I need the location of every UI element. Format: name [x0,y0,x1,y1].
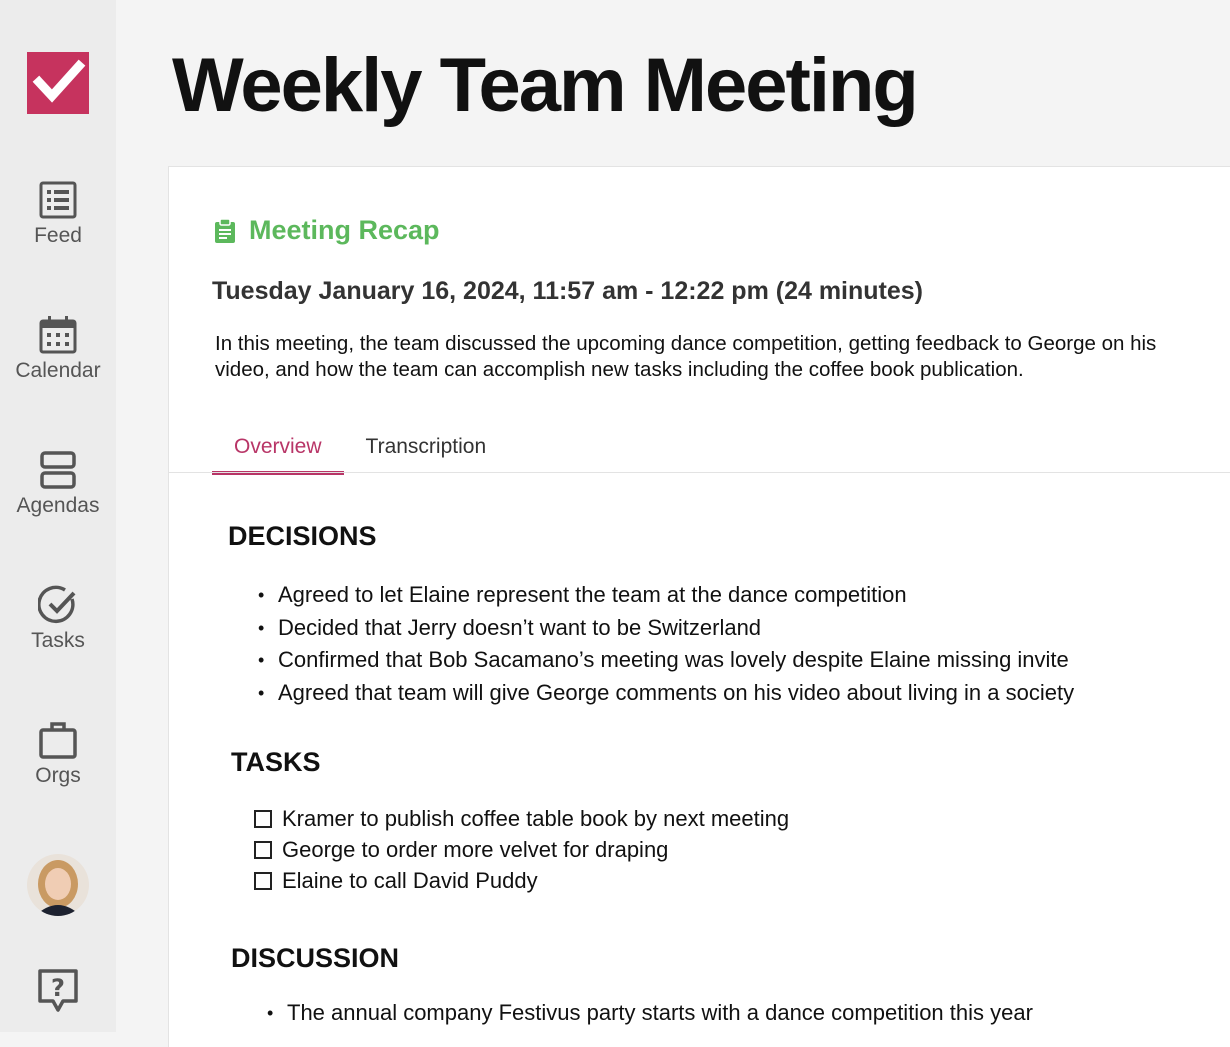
sidebar-item-feed[interactable] [0,180,116,248]
sidebar-item-label: Feed [34,224,82,247]
briefcase-icon [38,720,78,760]
list-item: • Agreed that team will give George comments on his video about living in a society [258,677,1074,710]
list-item: • The annual company Festivus party starts with a dance competition this year [267,997,1033,1030]
sidebar-item-label: Orgs [35,764,81,787]
list-item: • Agreed to let Elaine represent the team at the dance competition [258,579,1074,612]
tasks-title: TASKS [231,747,321,777]
task-item [254,865,789,896]
list-icon [38,180,78,220]
task-checkbox[interactable] [254,872,272,890]
tab-overview[interactable]: Overview [212,429,344,475]
list-item: • Confirmed that Bob Sacamano’s meeting was lovely despite Elaine missing invite [258,644,1074,677]
page-title: Weekly Team Meeting [172,43,917,128]
recap-title: Meeting Recap [249,215,440,245]
discussion-list [267,997,1033,1030]
task-label: Kramer to publish coffee table book by next meeting [282,806,790,831]
decisions-list [258,579,1074,709]
tab-bar [212,429,508,475]
meeting-recap-card [168,166,1230,1047]
meeting-time: Tuesday January 16, 2024, 11:57 am - 12:22 pm (24 minutes) [212,277,923,305]
app-logo-icon[interactable] [27,52,89,114]
task-item [254,834,789,865]
sidebar [0,0,116,1032]
decisions-title: DECISIONS [228,521,377,551]
task-label: George to order more velvet for draping [282,837,669,862]
discussion-title: DISCUSSION [231,943,400,973]
sidebar-item-calendar[interactable] [0,315,116,383]
tasks-list [254,803,789,896]
sidebar-item-label: Tasks [31,629,85,652]
agendas-icon [38,450,78,490]
help-icon[interactable] [37,968,79,1014]
task-checkbox[interactable] [254,810,272,828]
check-circle-icon [38,585,78,625]
meeting-summary: In this meeting, the team discussed the upcoming dance competition, getting feedback to George on his video, and how the team can accomplish new tasks including the coffee book publication. [215,332,1157,381]
svg-text:?: ? [51,974,65,1002]
tab-transcription[interactable]: Transcription [365,435,487,458]
tabs-divider [169,472,1230,473]
recap-header [213,215,440,246]
user-avatar-icon [27,854,89,916]
calendar-icon [38,315,78,355]
avatar[interactable] [27,854,89,916]
task-checkbox[interactable] [254,841,272,859]
sidebar-item-orgs[interactable] [0,720,116,788]
list-item: • Decided that Jerry doesn’t want to be Switzerland [258,612,1074,645]
sidebar-item-label: Agendas [16,494,100,517]
task-item [254,803,789,834]
clipboard-icon [213,219,237,243]
sidebar-item-label: Calendar [15,359,101,382]
task-label: Elaine to call David Puddy [282,868,538,893]
sidebar-item-tasks[interactable] [0,585,116,653]
sidebar-item-agendas[interactable] [0,450,116,518]
